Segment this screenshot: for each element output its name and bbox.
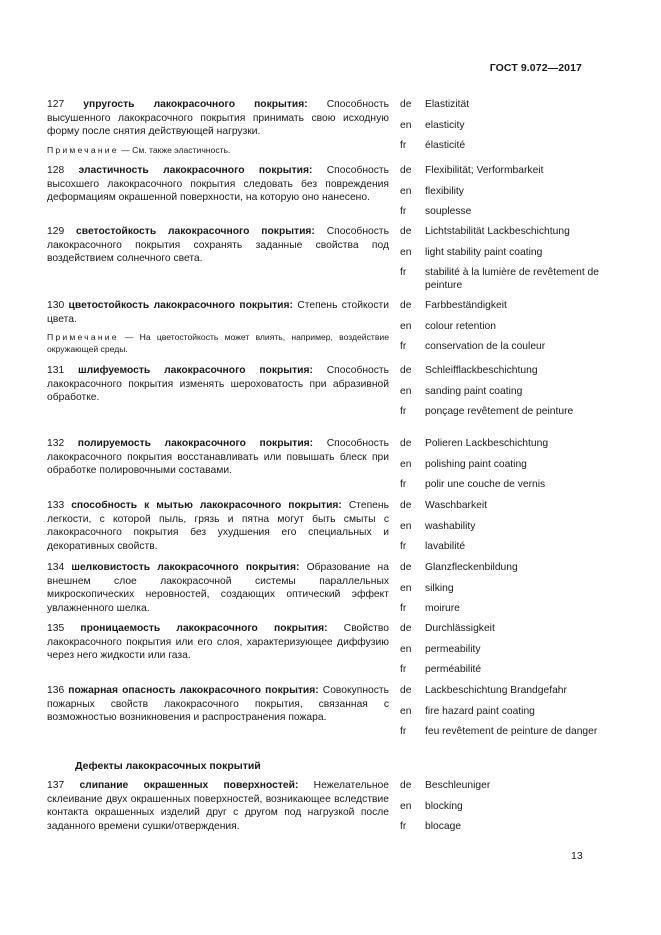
language-code: de [400, 500, 412, 511]
language-code: fr [400, 267, 407, 278]
language-code: de [400, 562, 412, 573]
section-title: Дефекты лакокрасочных покрытий [75, 760, 261, 772]
translated-term: Beschleuniger [425, 780, 491, 791]
language-code: en [400, 459, 412, 470]
translated-term: light stability paint coating [425, 247, 543, 258]
term-number: 134 [47, 562, 65, 573]
term-name: шелковистость лакокрасочного покрытия: [71, 562, 300, 573]
language-code: de [400, 365, 412, 376]
term-definition-ru [47, 98, 389, 156]
translated-term: fire hazard paint coating [425, 706, 535, 717]
term-definition-text: Способность лакокрасочного покрытия сохранять заданные свойства под воздействием солнечного света. [47, 226, 389, 265]
term-definition-ru [47, 364, 389, 405]
term-name: пожарная опасность лакокрасочного покрытия: [68, 685, 319, 696]
term-number: 135 [47, 623, 65, 634]
translated-term: blocking [425, 801, 463, 812]
translated-term: stabilité à la lumière de revêtement de peinture [425, 267, 599, 291]
language-code: de [400, 780, 412, 791]
translated-term: polir une couche de vernis [425, 479, 546, 490]
term-paragraph [47, 437, 389, 478]
term-definition-text: Способность высохшего лакокрасочного покрытия следовать без повреждения деформациям окрашенной поверхности, на которую оно нанесено. [47, 165, 389, 204]
language-code: en [400, 583, 412, 594]
translated-term: moirure [425, 603, 460, 614]
note-text: — См. также эластичность. [118, 144, 231, 155]
term-definition-text: Степень стойкости цвета. [47, 300, 389, 325]
translated-term: Durchlässigkeit [425, 623, 495, 634]
term-definition-text: Способность высушенного лакокрасочного покрытия принимать свою исходную форму после снятия действующей нагрузки. [47, 99, 389, 138]
term-definition-ru [47, 779, 389, 833]
language-code: fr [400, 206, 407, 217]
term-number: 137 [47, 780, 65, 791]
language-code: en [400, 644, 412, 655]
translated-term: perméabilité [425, 664, 482, 675]
language-code: fr [400, 341, 407, 352]
term-name: шлифуемость лакокрасочного покрытия: [78, 365, 313, 376]
term-number: 132 [47, 438, 65, 449]
term-number: 127 [47, 99, 65, 110]
translated-term: elasticity [425, 120, 465, 131]
term-name: цветостойкость лакокрасочного покрытия: [68, 300, 293, 311]
translated-term: Glanzfleckenbildung [425, 562, 518, 573]
translated-term: Waschbarkeit [425, 500, 487, 511]
term-number: 129 [47, 226, 65, 237]
language-code: de [400, 623, 412, 634]
term-number: 130 [47, 300, 65, 311]
note-text: — На цветостойкость может влиять, например, воздействие окружающей среды. [47, 332, 389, 354]
term-number: 136 [47, 685, 65, 696]
term-paragraph [47, 225, 389, 266]
language-code: en [400, 521, 412, 532]
language-code: de [400, 685, 412, 696]
language-code: en [400, 801, 412, 812]
language-code: fr [400, 541, 407, 552]
term-definition-text: Степень легкости, с которой пыль, грязь и пятна могут быть смыты с лакокрасочного покрытия без ухудшения его специальных и декоративных свойств. [47, 500, 389, 552]
language-code: fr [400, 603, 407, 614]
language-code: fr [400, 140, 407, 151]
translated-term: ponçage revêtement de peinture [425, 406, 574, 417]
term-definition-ru [47, 164, 389, 205]
language-code: en [400, 321, 412, 332]
term-definition-ru [47, 684, 389, 725]
term-name: способность к мытью лакокрасочного покрытия: [71, 500, 342, 511]
term-paragraph [47, 299, 389, 326]
translated-term: silking [425, 583, 454, 594]
language-code: en [400, 706, 412, 717]
term-note [47, 332, 389, 355]
translated-term: flexibility [425, 186, 464, 197]
term-name: проницаемость лакокрасочного покрытия: [80, 623, 328, 634]
term-definition-ru [47, 437, 389, 478]
language-code: en [400, 247, 412, 258]
translated-term: washability [425, 521, 476, 532]
translated-term: polishing paint coating [425, 459, 527, 470]
note-label: Примечание [47, 144, 119, 155]
term-definition-text: Способность лакокрасочного покрытия изменять шероховатость при абразивной обработке. [47, 365, 389, 404]
language-code: de [400, 165, 412, 176]
term-note [47, 145, 389, 157]
translated-term: conservation de la couleur [425, 341, 546, 352]
language-code: de [400, 300, 412, 311]
translated-term: permeability [425, 644, 481, 655]
term-definition-ru [47, 622, 389, 663]
language-code: en [400, 120, 412, 131]
language-code: de [400, 226, 412, 237]
term-paragraph [47, 622, 389, 663]
language-code: fr [400, 479, 407, 490]
translated-term: Polieren Lackbeschichtung [425, 438, 549, 449]
term-paragraph [47, 779, 389, 833]
term-number: 128 [47, 165, 65, 176]
translated-term: sanding paint coating [425, 386, 523, 397]
term-name: светостойкость лакокрасочного покрытия: [76, 226, 315, 237]
language-code: de [400, 99, 412, 110]
translated-term: Elastizität [425, 99, 470, 110]
translated-term: élasticité [425, 140, 466, 151]
translated-term: Schleifflackbeschichtung [425, 365, 538, 376]
term-paragraph [47, 98, 389, 139]
language-code: fr [400, 726, 407, 737]
translated-term: feu revêtement de peinture de danger [425, 726, 598, 737]
term-definition-text: Свойство лакокрасочного покрытия или его слоя, характеризующее диффузию через него жидкости или газа. [47, 623, 389, 662]
term-definition-text: Способность лакокрасочного покрытия восстанавливать или повышать блеск при обработке полировочными составами. [47, 438, 389, 477]
term-definition-ru [47, 225, 389, 266]
term-paragraph [47, 684, 389, 725]
standard-header: ГОСТ 9.072—2017 [489, 62, 582, 74]
term-name: полируемость лакокрасочного покрытия: [77, 438, 314, 449]
term-paragraph [47, 364, 389, 405]
term-name: слипание окрашенных поверхностей: [79, 780, 299, 791]
term-definition-text: Образование на внешнем слое лакокрасочной системы параллельных микроскопических неровностей, создающих оптический эффект увлажненного шелка. [47, 562, 389, 614]
translated-term: Farbbeständigkeit [425, 300, 507, 311]
term-name: упругость лакокрасочного покрытия: [83, 99, 308, 110]
note-label: Примечание [47, 332, 119, 343]
language-code: de [400, 438, 412, 449]
term-number: 133 [47, 500, 65, 511]
language-code: en [400, 186, 412, 197]
term-name: эластичность лакокрасочного покрытия: [78, 165, 313, 176]
language-code: fr [400, 664, 407, 675]
term-definition-text: Нежелательное склеивание двух окрашенных поверхностей, возникающее вследствие контакта окрашенных изделий друг с другом под нагрузкой после заданного времени сушки/отверждения. [47, 780, 389, 832]
term-definition-ru [47, 561, 389, 615]
translated-term: souplesse [425, 206, 472, 217]
term-number: 131 [47, 365, 65, 376]
page-number: 13 [571, 850, 583, 862]
translated-term: lavabilité [425, 541, 466, 552]
term-paragraph [47, 164, 389, 205]
term-paragraph [47, 561, 389, 615]
term-definition-ru [47, 299, 389, 355]
language-code: fr [400, 821, 407, 832]
term-definition-ru [47, 499, 389, 553]
translated-term: Lackbeschichtung Brandgefahr [425, 685, 567, 696]
term-definition-text: Совокупность пожарных свойств лакокрасочного покрытия, связанная с возможностью возникновения и распространения пожара. [47, 685, 389, 724]
translated-term: Flexibilität; Verformbarkeit [425, 165, 544, 176]
translated-term: colour retention [425, 321, 496, 332]
language-code: en [400, 386, 412, 397]
translated-term: blocage [425, 821, 462, 832]
language-code: fr [400, 406, 407, 417]
term-paragraph [47, 499, 389, 553]
translated-term: Lichtstabilität Lackbeschichtung [425, 226, 570, 237]
